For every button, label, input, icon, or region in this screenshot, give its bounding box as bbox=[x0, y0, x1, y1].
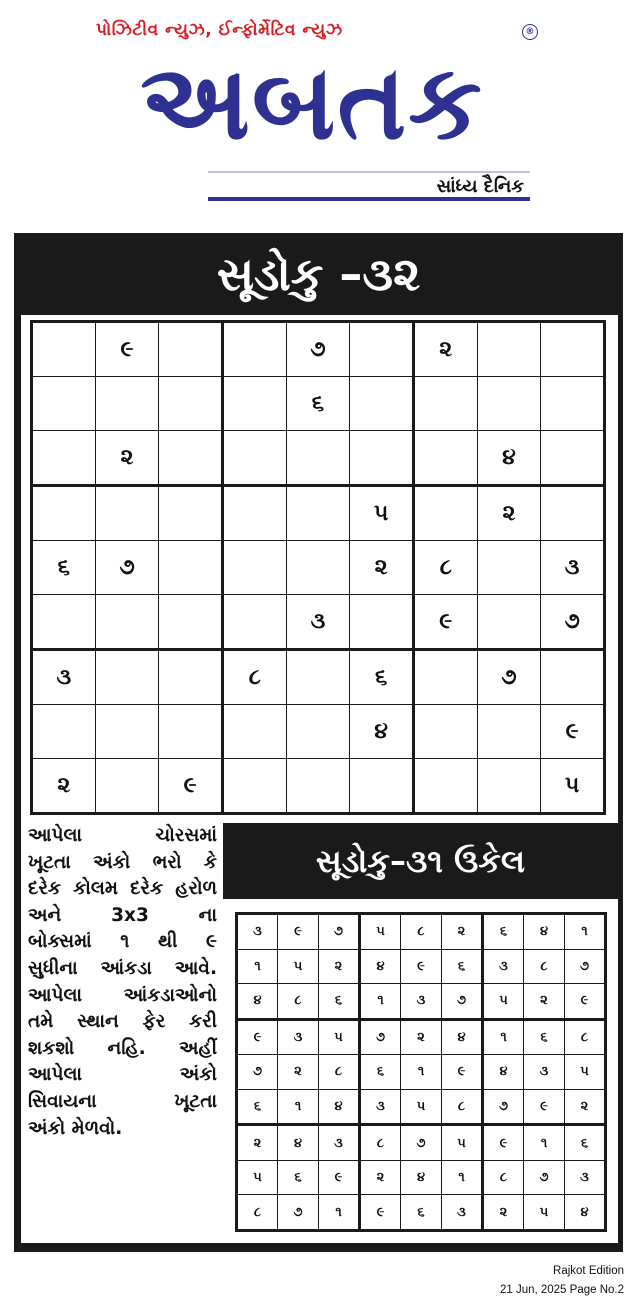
solution-cell: ૮ bbox=[565, 1019, 606, 1055]
solution-cell: ૬ bbox=[524, 1019, 565, 1055]
puzzle-cell[interactable] bbox=[477, 322, 541, 377]
solution-cell: ૩ bbox=[524, 1055, 565, 1090]
solution-cell: ૭ bbox=[278, 1195, 319, 1231]
puzzle-cell[interactable] bbox=[159, 595, 223, 650]
solution-cell: ૧ bbox=[565, 914, 606, 950]
solution-cell: ૪ bbox=[524, 914, 565, 950]
puzzle-cell[interactable] bbox=[159, 377, 223, 431]
solution-cell: ૨ bbox=[401, 1019, 442, 1055]
puzzle-cell[interactable] bbox=[95, 377, 159, 431]
solution-cell: ૩ bbox=[565, 1160, 606, 1195]
puzzle-cell[interactable] bbox=[350, 595, 414, 650]
solution-cell: ૧ bbox=[237, 949, 278, 984]
instruction-line: ખૂટતા અંકો ભરો કે bbox=[28, 851, 217, 873]
puzzle-cell[interactable]: ૩ bbox=[32, 650, 96, 705]
puzzle-cell[interactable]: ૭ bbox=[477, 650, 541, 705]
solution-cell: ૨ bbox=[237, 1125, 278, 1161]
solution-cell: ૫ bbox=[565, 1055, 606, 1090]
puzzle-cell[interactable]: ૫ bbox=[350, 486, 414, 541]
puzzle-cell[interactable] bbox=[159, 431, 223, 486]
solution-cell: ૬ bbox=[442, 949, 483, 984]
solution-cell-row bbox=[237, 1055, 606, 1090]
solution-cell-row bbox=[237, 1089, 606, 1125]
puzzle-cell[interactable] bbox=[222, 486, 286, 541]
solution-cell: ૯ bbox=[319, 1160, 360, 1195]
puzzle-cell[interactable]: ૬ bbox=[350, 650, 414, 705]
solution-cell: ૮ bbox=[237, 1195, 278, 1231]
puzzle-cell[interactable] bbox=[222, 322, 286, 377]
solution-cell: ૩ bbox=[360, 1089, 401, 1125]
solution-cell: ૯ bbox=[524, 1089, 565, 1125]
puzzle-cell[interactable] bbox=[222, 431, 286, 486]
instruction-line: શકશો નહિ. અહીં bbox=[28, 1037, 217, 1059]
solution-cell-row bbox=[237, 1125, 606, 1161]
solution-cell: ૪ bbox=[237, 984, 278, 1020]
tagline: પોઝિટીવ ન્યુઝ, ઈન્ફોર્મેટિવ ન્યુઝ bbox=[96, 20, 343, 40]
solution-cell: ૯ bbox=[360, 1195, 401, 1231]
edition-type: સાંધ્ય દૈનિક bbox=[436, 176, 524, 197]
puzzle-cell[interactable] bbox=[222, 759, 286, 814]
solution-cell: ૭ bbox=[483, 1089, 524, 1125]
puzzle-cell[interactable] bbox=[286, 541, 350, 595]
solution-cell: ૪ bbox=[319, 1089, 360, 1125]
puzzle-cell[interactable] bbox=[159, 486, 223, 541]
puzzle-cell[interactable] bbox=[159, 541, 223, 595]
puzzle-cell[interactable]: ૨ bbox=[95, 431, 159, 486]
solution-cell: ૭ bbox=[319, 914, 360, 950]
puzzle-cell[interactable] bbox=[32, 705, 96, 759]
instruction-line: આપેલા અંકો bbox=[28, 1064, 217, 1086]
solution-cell: ૨ bbox=[483, 1195, 524, 1231]
newspaper-logo: અબતક bbox=[140, 41, 484, 163]
solution-cell: ૫ bbox=[401, 1089, 442, 1125]
solution-cell: ૨ bbox=[565, 1089, 606, 1125]
puzzle-cell[interactable] bbox=[95, 486, 159, 541]
puzzle-cell-row bbox=[32, 759, 605, 814]
solution-cell: ૨ bbox=[442, 914, 483, 950]
puzzle-cell[interactable]: ૬ bbox=[286, 377, 350, 431]
puzzle-cell[interactable] bbox=[541, 322, 605, 377]
puzzle-cell[interactable] bbox=[159, 650, 223, 705]
puzzle-cell-row bbox=[32, 595, 605, 650]
solution-cell: ૬ bbox=[360, 1055, 401, 1090]
instruction-line: અને 3x3 ના bbox=[28, 904, 217, 926]
puzzle-cell[interactable] bbox=[541, 431, 605, 486]
panel-body bbox=[21, 315, 618, 1243]
solution-cell: ૫ bbox=[360, 914, 401, 950]
solution-cell: ૭ bbox=[360, 1019, 401, 1055]
solution-cell: ૫ bbox=[483, 984, 524, 1020]
instructions bbox=[28, 823, 217, 1142]
puzzle-cell[interactable]: ૭ bbox=[286, 322, 350, 377]
solution-cell: ૨ bbox=[360, 1160, 401, 1195]
puzzle-cell[interactable] bbox=[541, 377, 605, 431]
puzzle-cell[interactable] bbox=[32, 322, 96, 377]
sudoku-panel bbox=[14, 233, 623, 1252]
instruction-line: તમે સ્થાન ફેર કરી bbox=[28, 1011, 217, 1033]
solution-cell: ૮ bbox=[319, 1055, 360, 1090]
solution-cell: ૧ bbox=[524, 1125, 565, 1161]
solution-cell: ૩ bbox=[442, 1195, 483, 1231]
solution-cell: ૩ bbox=[483, 949, 524, 984]
solution-cell: ૭ bbox=[524, 1160, 565, 1195]
masthead-rule bbox=[208, 197, 530, 201]
solution-cell: ૪ bbox=[442, 1019, 483, 1055]
solution-cell: ૯ bbox=[237, 1019, 278, 1055]
puzzle-cell-row bbox=[32, 541, 605, 595]
solution-cell: ૫ bbox=[278, 949, 319, 984]
puzzle-cell[interactable] bbox=[350, 431, 414, 486]
solution-cell: ૪ bbox=[401, 1160, 442, 1195]
puzzle-cell[interactable]: ૫ bbox=[541, 759, 605, 814]
solution-cell: ૩ bbox=[319, 1125, 360, 1161]
puzzle-cell-row bbox=[32, 650, 605, 705]
puzzle-cell[interactable] bbox=[159, 705, 223, 759]
puzzle-cell-row bbox=[32, 431, 605, 486]
solution-grid bbox=[235, 912, 607, 1232]
puzzle-cell-row bbox=[32, 322, 605, 377]
puzzle-cell[interactable] bbox=[286, 705, 350, 759]
solution-cell: ૭ bbox=[401, 1125, 442, 1161]
puzzle-cell[interactable] bbox=[222, 595, 286, 650]
puzzle-cell[interactable]: ૩ bbox=[286, 595, 350, 650]
puzzle-cell[interactable] bbox=[350, 759, 414, 814]
solution-cell: ૧ bbox=[319, 1195, 360, 1231]
solution-cell: ૮ bbox=[278, 984, 319, 1020]
solution-cell: ૮ bbox=[401, 914, 442, 950]
solution-cell: ૬ bbox=[565, 1125, 606, 1161]
solution-cell: ૪ bbox=[360, 949, 401, 984]
puzzle-cell[interactable] bbox=[413, 759, 477, 814]
solution-cell: ૧ bbox=[278, 1089, 319, 1125]
puzzle-cell[interactable] bbox=[413, 705, 477, 759]
puzzle-cell[interactable] bbox=[477, 541, 541, 595]
puzzle-cell[interactable]: ૯ bbox=[159, 759, 223, 814]
puzzle-cell[interactable] bbox=[350, 322, 414, 377]
puzzle-cell[interactable] bbox=[413, 431, 477, 486]
instruction-line: આપેલા ચોરસમાં bbox=[28, 825, 217, 846]
solution-cell: ૯ bbox=[278, 914, 319, 950]
solution-cell-row bbox=[237, 1195, 606, 1231]
puzzle-cell[interactable]: ૮ bbox=[222, 650, 286, 705]
solution-cell: ૮ bbox=[360, 1125, 401, 1161]
puzzle-cell[interactable]: ૨ bbox=[413, 322, 477, 377]
solution-cell-row bbox=[237, 984, 606, 1020]
puzzle-cell[interactable]: ૯ bbox=[541, 705, 605, 759]
solution-cell: ૩ bbox=[237, 914, 278, 950]
puzzle-cell[interactable] bbox=[159, 322, 223, 377]
solution-cell: ૨ bbox=[319, 949, 360, 984]
puzzle-cell[interactable]: ૭ bbox=[541, 595, 605, 650]
puzzle-cell[interactable] bbox=[95, 595, 159, 650]
puzzle-title: સૂડોકુ –૩૨ bbox=[216, 247, 421, 301]
puzzle-cell[interactable] bbox=[32, 486, 96, 541]
page-footer bbox=[500, 1262, 624, 1300]
puzzle-cell[interactable] bbox=[222, 705, 286, 759]
puzzle-cell[interactable] bbox=[477, 759, 541, 814]
solution-cell: ૫ bbox=[442, 1125, 483, 1161]
puzzle-cell[interactable] bbox=[477, 705, 541, 759]
solution-cell: ૬ bbox=[278, 1160, 319, 1195]
puzzle-cell[interactable] bbox=[222, 541, 286, 595]
solution-cell: ૭ bbox=[442, 984, 483, 1020]
solution-cell: ૮ bbox=[483, 1160, 524, 1195]
puzzle-cell[interactable] bbox=[413, 377, 477, 431]
solution-cell: ૯ bbox=[483, 1125, 524, 1161]
puzzle-cell[interactable] bbox=[286, 486, 350, 541]
solution-cell-row bbox=[237, 1019, 606, 1055]
puzzle-cell[interactable] bbox=[350, 377, 414, 431]
puzzle-cell[interactable] bbox=[286, 431, 350, 486]
solution-cell: ૩ bbox=[278, 1019, 319, 1055]
puzzle-cell[interactable] bbox=[32, 377, 96, 431]
instruction-line: સિવાયના ખૂટતા bbox=[28, 1090, 217, 1112]
solution-cell: ૯ bbox=[442, 1055, 483, 1090]
solution-cell: ૯ bbox=[401, 949, 442, 984]
solution-cell: ૫ bbox=[524, 1195, 565, 1231]
solution-cell: ૧ bbox=[401, 1055, 442, 1090]
puzzle-cell-row bbox=[32, 486, 605, 541]
instruction-line: બોક્સમાં ૧ થી ૯ bbox=[28, 931, 217, 953]
puzzle-cell[interactable] bbox=[477, 595, 541, 650]
solution-cell: ૪ bbox=[483, 1055, 524, 1090]
puzzle-cell[interactable]: ૮ bbox=[413, 541, 477, 595]
puzzle-cell[interactable]: ૨ bbox=[32, 759, 96, 814]
solution-cell: ૧ bbox=[483, 1019, 524, 1055]
puzzle-cell[interactable] bbox=[413, 486, 477, 541]
solution-cell-row bbox=[237, 1160, 606, 1195]
solution-cell: ૪ bbox=[565, 1195, 606, 1231]
solution-cell: ૬ bbox=[319, 984, 360, 1020]
puzzle-cell[interactable] bbox=[286, 650, 350, 705]
puzzle-cell[interactable] bbox=[286, 759, 350, 814]
puzzle-cell[interactable] bbox=[95, 705, 159, 759]
puzzle-cell[interactable] bbox=[477, 377, 541, 431]
puzzle-cell[interactable] bbox=[541, 650, 605, 705]
puzzle-cell[interactable] bbox=[413, 650, 477, 705]
puzzle-cell[interactable] bbox=[95, 759, 159, 814]
solution-cell: ૫ bbox=[237, 1160, 278, 1195]
solution-cell-row bbox=[237, 949, 606, 984]
date-page-label: 21 Jun, 2025 Page No.2 bbox=[499, 1284, 624, 1296]
solution-cell: ૬ bbox=[237, 1089, 278, 1125]
solution-cell: ૧ bbox=[442, 1160, 483, 1195]
puzzle-cell[interactable]: ૩ bbox=[541, 541, 605, 595]
solution-cell: ૫ bbox=[319, 1019, 360, 1055]
solution-cell: ૧ bbox=[360, 984, 401, 1020]
puzzle-cell[interactable]: ૭ bbox=[95, 541, 159, 595]
puzzle-cell[interactable] bbox=[32, 431, 96, 486]
puzzle-cell[interactable] bbox=[222, 377, 286, 431]
instruction-line: દરેક કોલમ દરેક હરોળ bbox=[28, 878, 217, 900]
puzzle-cell[interactable]: ૯ bbox=[413, 595, 477, 650]
puzzle-cell[interactable]: ૨ bbox=[477, 486, 541, 541]
puzzle-cell[interactable]: ૯ bbox=[95, 322, 159, 377]
puzzle-cell[interactable]: ૨ bbox=[350, 541, 414, 595]
puzzle-cell[interactable]: ૪ bbox=[477, 431, 541, 486]
solution-cell: ૬ bbox=[483, 914, 524, 950]
solution-cell: ૯ bbox=[565, 984, 606, 1020]
solution-cell: ૮ bbox=[524, 949, 565, 984]
solution-cell: ૬ bbox=[401, 1195, 442, 1231]
puzzle-grid bbox=[30, 320, 606, 815]
instruction-line: આપેલા આંકડાઓનો bbox=[28, 984, 217, 1006]
puzzle-cell[interactable]: ૬ bbox=[32, 541, 96, 595]
puzzle-cell[interactable] bbox=[541, 486, 605, 541]
instruction-line: સુધીના આંકડા આવે. bbox=[28, 957, 217, 979]
masthead bbox=[0, 0, 633, 215]
registered-mark: ® bbox=[522, 24, 538, 40]
solution-cell: ૭ bbox=[237, 1055, 278, 1090]
solution-title: સૂડોકુ–૩૧ ઉકેલ bbox=[223, 823, 618, 899]
solution-cell-row bbox=[237, 914, 606, 950]
puzzle-cell[interactable]: ૪ bbox=[350, 705, 414, 759]
edition-type-band bbox=[208, 171, 530, 199]
instruction-line: અંકો મેળવો. bbox=[28, 1117, 123, 1139]
solution-cell: ૪ bbox=[278, 1125, 319, 1161]
solution-cell: ૩ bbox=[401, 984, 442, 1020]
puzzle-cell-row bbox=[32, 705, 605, 759]
solution-cell: ૨ bbox=[524, 984, 565, 1020]
solution-cell: ૨ bbox=[278, 1055, 319, 1090]
puzzle-cell-row bbox=[32, 377, 605, 431]
solution-cell: ૭ bbox=[565, 949, 606, 984]
solution-cell: ૮ bbox=[442, 1089, 483, 1125]
puzzle-cell[interactable] bbox=[32, 595, 96, 650]
edition-label: Rajkot Edition bbox=[553, 1265, 624, 1277]
puzzle-cell[interactable] bbox=[95, 650, 159, 705]
